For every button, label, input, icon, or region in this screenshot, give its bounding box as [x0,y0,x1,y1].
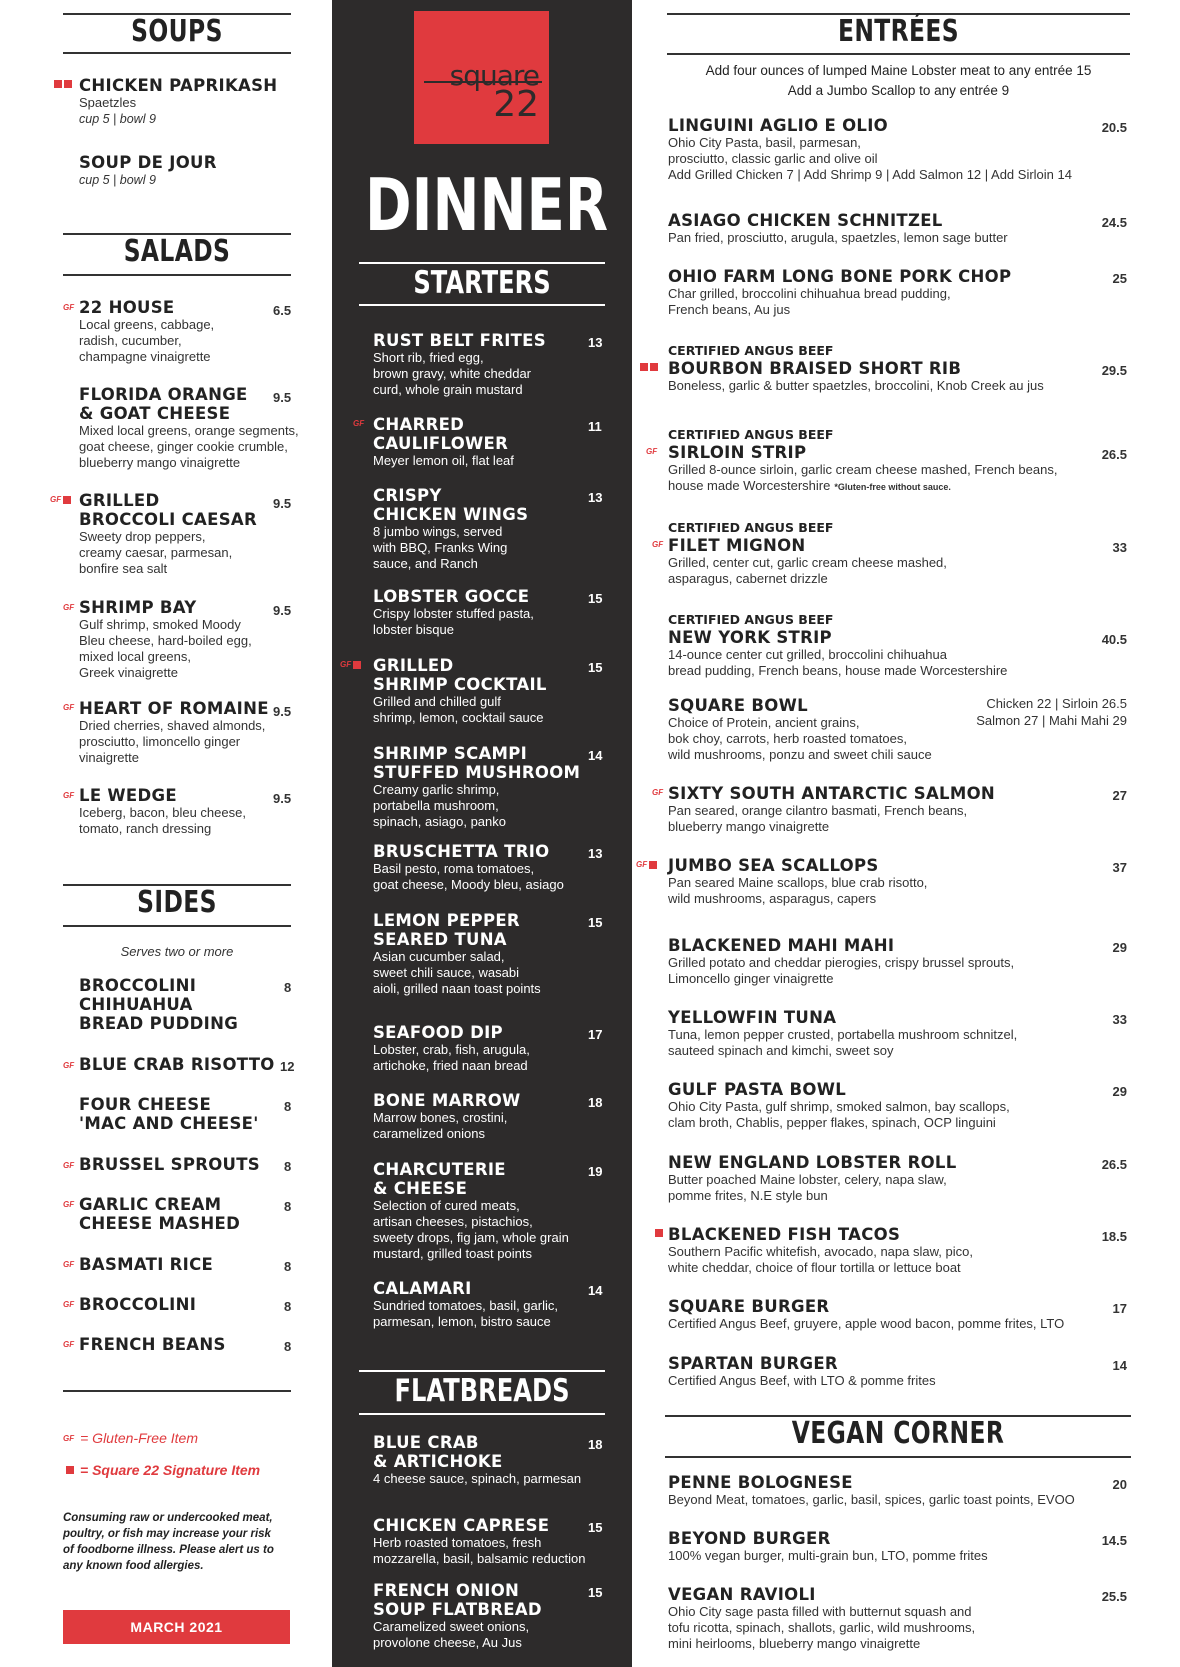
gluten-free-marker [652,788,663,797]
item-category: CERTIFIED ANGUS BEEF [668,520,834,535]
price: 17 [588,1027,603,1042]
gluten-free-marker [652,540,663,549]
item-description [668,478,1057,495]
item-description: Southern Pacific whitefish, avocado, napa slaw, pico, [668,1244,973,1259]
flatbread-item [373,1581,542,1651]
price: 25 [1112,271,1127,286]
item-name: FILET MIGNON [668,536,806,555]
menu-item: LE WEDGE Iceberg, bacon, bleu cheese, tomato, ranch dressing [79,786,246,836]
item-name: SHRIMP SCAMPI [373,744,528,763]
gluten-free-marker: GF [63,1061,75,1070]
item-name: LEMON PEPPER [373,911,520,930]
divider [63,274,291,276]
item-description: 14-ounce center cut grilled, broccolini chihuahua [668,647,947,662]
item-description: shrimp, lemon, cocktail sauce [373,710,544,725]
flatbread-item [373,1433,581,1487]
item-description: Certified Angus Beef, with LTO & pomme frites [668,1373,936,1388]
item-name: VEGAN RAVIOLI [668,1585,816,1604]
price: 18 [588,1437,603,1452]
item-name: SPARTAN BURGER [668,1354,838,1373]
starter-item [373,1160,569,1262]
allergy-warning: Consuming raw or undercooked meat, poultry, or fish may increase your risk of foodborne illness. Please alert us to any known food allergies. [63,1512,274,1572]
item-description: Grilled and chilled gulf [373,694,501,709]
price: 18.5 [1101,1229,1127,1244]
divider [63,52,291,54]
item-description: Ohio City Pasta, basil, parmesan, [668,135,861,150]
gluten-free-marker: GF [63,1200,75,1209]
item-description: artichoke, fried naan bread [373,1058,528,1073]
menu-item: BROCCOLINI [79,1295,197,1314]
item-name: BRUSCHETTA TRIO [373,842,550,861]
item-name: CHARRED [373,415,465,434]
item-name: SIXTY SOUTH ANTARCTIC SALMON [668,784,996,803]
legend-signature: = Square 22 Signature Item [66,1462,260,1478]
item-description: Crispy lobster stuffed pasta, [373,606,534,621]
menu-item: SHRIMP BAY Gulf shrimp, smoked Moody Bleu cheese, hard-boiled egg, mixed local greens, Greek vinaigrette [79,598,252,680]
price: 9.5 [273,791,292,806]
starter-item [373,656,547,726]
menu-item: BROCCOLINI CHIHUAHUA BREAD PUDDING [79,976,239,1033]
item-description: Ohio City sage pasta filled with butternut squash and [668,1604,972,1619]
price: 19 [588,1164,603,1179]
menu-item: GRILLED BROCCOLI CAESAR Sweety drop peppers, creamy caesar, parmesan, bonfire sea salt [79,491,257,576]
item-description: prosciutto, classic garlic and olive oil [668,151,878,166]
item-name: JUMBO SEA SCALLOPS [668,856,879,875]
item-description: Choice of Protein, ancient grains, [668,715,860,730]
signature-square [650,363,658,371]
price: 14 [1112,1358,1127,1373]
item-name: GRILLED [373,656,454,675]
price: 9.5 [273,390,292,405]
price: 14 [588,748,603,763]
price: 8 [284,1199,292,1214]
entree-item [668,343,1044,394]
menu-item: 22 HOUSE Local greens, cabbage, radish, cucumber, champagne vinaigrette [79,298,215,364]
item-name: LOBSTER GOCCE [373,587,530,606]
starter-item [373,1279,558,1330]
price: 15 [588,1520,603,1535]
item-description: Ohio City Pasta, gulf shrimp, smoked salmon, bay scallops, [668,1099,1010,1114]
item-description: Creamy garlic shrimp, [373,782,500,797]
price: 37 [1112,860,1127,875]
gluten-free-signature-marker [340,660,361,669]
item-name: LINGUINI AGLIO E OLIO [668,116,888,135]
price: 29 [1112,940,1127,955]
gluten-free-marker: GF [63,1161,75,1170]
item-description: clam broth, Chablis, pepper flakes, spinach, OCP linguini [668,1115,996,1130]
item-name: FRENCH ONION [373,1581,520,1600]
item-name: BEYOND BURGER [668,1529,831,1548]
entree-item [668,520,947,587]
entree-item [668,1225,973,1276]
signature-marker [54,80,72,88]
menu-item: SOUP DE JOUR cup 5 | bowl 9 [79,153,217,187]
price: 20.5 [1101,120,1127,135]
gluten-free-marker [646,447,657,456]
menu-item: BLUE CRAB RISOTTO [79,1055,275,1074]
entree-item [668,784,995,835]
section-title-vegan: VEGAN CORNER [791,1416,1005,1451]
item-description: pomme frites, N.E style bun [668,1188,828,1203]
item-name: SOUP FLATBREAD [373,1600,542,1619]
item-description: French beans, Au jus [668,302,791,317]
item-description: caramelized onions [373,1126,486,1141]
vegan-item [668,1473,1075,1508]
starter-item [373,587,534,638]
entree-item [668,211,1008,246]
item-name: NEW YORK STRIP [668,628,832,647]
item-description: sweet chili sauce, wasabi [373,965,519,980]
price: 12 [280,1059,295,1074]
item-description: Grilled potato and cheddar pierogies, crispy brussel sprouts, [668,955,1015,970]
item-description: Certified Angus Beef, gruyere, apple wood bacon, pomme frites, LTO [668,1316,1065,1331]
menu-item: BRUSSEL SPROUTS [79,1155,260,1174]
item-description: brown gravy, white cheddar [373,366,532,381]
item-description: Asian cucumber salad, [373,949,505,964]
item-description: sauteed spinach and kimchi, sweet soy [668,1043,894,1058]
starter-item [373,744,580,830]
item-description: tofu ricotta, spinach, shallots, garlic, wild mushrooms, [668,1620,976,1635]
item-name: CHICKEN CAPRESE [373,1516,550,1535]
entree-item [668,1297,1064,1332]
price: 13 [588,846,603,861]
item-name: SHRIMP COCKTAIL [373,675,547,694]
gluten-free-signature-marker: GF [50,495,71,504]
item-description: Butter poached Maine lobster, celery, napa slaw, [668,1172,947,1187]
item-name: OHIO FARM LONG BONE PORK CHOP [668,267,1012,286]
price: 8 [284,980,292,995]
dinner-title: DINNER [365,163,609,247]
item-description: Char grilled, broccolini chihuahua bread pudding, [668,286,951,301]
divider [667,53,1130,55]
item-description: mozzarella, basil, balsamic reduction [373,1551,586,1566]
item-description: mustard, grilled toast points [373,1246,532,1261]
item-name: & ARTICHOKE [373,1452,503,1471]
price: 17 [1112,1301,1127,1316]
item-name: RUST BELT FRITES [373,331,546,350]
item-name: SQUARE BOWL [668,696,808,715]
starter-item [373,486,528,572]
item-description: Tuna, lemon pepper crusted, portabella mushroom schnitzel, [668,1027,1018,1042]
item-description: Grilled, center cut, garlic cream cheese mashed, [668,555,947,570]
divider [359,304,605,306]
gluten-free-marker: GF [63,1300,75,1309]
menu-date: MARCH 2021 [63,1610,290,1644]
item-description: 4 cheese sauce, spinach, parmesan [373,1471,582,1486]
item-description: bread pudding, French beans, house made Worcestershire [668,663,1008,678]
sides-note: Serves two or more [120,944,234,959]
item-name: BLUE CRAB [373,1433,479,1452]
item-description: lobster bisque [373,622,454,637]
item-note: *Gluten-free without sauce. [834,482,951,492]
item-description: Pan seared Maine scallops, blue crab risotto, [668,875,928,890]
item-description: spinach, asiago, panko [373,814,506,829]
item-description: Selection of cured meats, [373,1198,520,1213]
price: 6.5 [273,303,292,318]
item-name: SEAFOOD DIP [373,1023,503,1042]
item-name: BLACKENED MAHI MAHI [668,936,895,955]
gluten-free-marker: GF [63,791,75,800]
signature-square [655,1229,663,1237]
price: 25.5 [1101,1589,1127,1604]
item-description: Meyer lemon oil, flat leaf [373,453,514,468]
menu-item: FOUR CHEESE 'MAC AND CHEESE' [79,1095,259,1133]
price: 24.5 [1101,215,1127,230]
item-description: Grilled 8-ounce sirloin, garlic cream cheese mashed, French beans, [668,462,1058,477]
item-name: GULF PASTA BOWL [668,1080,847,1099]
item-name: NEW ENGLAND LOBSTER ROLL [668,1153,957,1172]
item-description: Add Grilled Chicken 7 | Add Shrimp 9 | Add Salmon 12 | Add Sirloin 14 [668,167,1072,182]
item-description: sweety drops, fig jam, whole grain [373,1230,569,1245]
item-description: Lobster, crab, fish, arugula, [373,1042,530,1057]
signature-square [649,861,657,869]
item-description-text: house made Worcestershire [668,478,831,493]
item-description: Sundried tomatoes, basil, garlic, [373,1298,558,1313]
item-description: mini heirlooms, blueberry mango vinaigrette [668,1636,921,1651]
item-description: parmesan, lemon, bistro sauce [373,1314,551,1329]
item-name: BLACKENED FISH TACOS [668,1225,901,1244]
item-name: CHICKEN WINGS [373,505,529,524]
section-title-soups: SOUPS [131,14,223,49]
gf-label: GF [636,860,648,869]
gluten-free-signature-marker [636,860,657,869]
item-name: & CHEESE [373,1179,468,1198]
section-title-entrees: ENTRÉES [837,14,960,49]
item-description: Pan seared, orange cilantro basmati, French beans, [668,803,968,818]
entree-item [668,612,1007,679]
item-description: wild mushrooms, asparagus, capers [668,891,877,906]
starter-item [373,1023,530,1074]
divider [63,925,291,927]
item-name: SQUARE BURGER [668,1297,830,1316]
item-description: blueberry mango vinaigrette [668,819,830,834]
gf-label: GF [652,540,664,549]
entree-item [668,936,1014,987]
item-name: BONE MARROW [373,1091,521,1110]
item-description: Pan fried, prosciutto, arugula, spaetzles, lemon sage butter [668,230,1008,245]
divider [359,1413,605,1415]
price: 13 [588,490,603,505]
gf-label: GF [353,419,365,428]
item-name: STUFFED MUSHROOM [373,763,581,782]
divider [63,1390,291,1392]
price: 26.5 [1101,447,1127,462]
gluten-free-marker: GF [63,303,75,312]
price: 20 [1112,1477,1127,1492]
item-name: CAULIFLOWER [373,434,509,453]
price: 27 [1112,788,1127,803]
item-description: sauce, and Ranch [373,556,478,571]
item-description: Basil pesto, roma tomatoes, [373,861,535,876]
item-description: Beyond Meat, tomatoes, garlic, basil, spices, garlic toast points, EVOO [668,1492,1075,1507]
menu-item: FRENCH BEANS [79,1335,226,1354]
menu-item: GARLIC CREAM CHEESE MASHED [79,1195,241,1233]
entree-item [668,1008,1017,1059]
price: 9.5 [273,704,292,719]
price: 26.5 [1101,1157,1127,1172]
gf-label: GF [340,660,352,669]
menu-item: HEART OF ROMAINE Dried cherries, shaved almonds, prosciutto, limoncello ginger vinaigrette [79,699,269,765]
item-description: 100% vegan burger, multi-grain bun, LTO, pomme frites [668,1548,988,1563]
gluten-free-marker: GF [63,703,75,712]
starter-item [373,911,541,997]
vegan-item [668,1529,988,1564]
entree-item [668,856,927,907]
gluten-free-marker: GF [63,1260,75,1269]
item-description: white cheddar, choice of flour tortilla or lettuce boat [668,1260,961,1275]
item-description: aioli, grilled naan toast points [373,981,541,996]
menu-item: FLORIDA ORANGE & GOAT CHEESE Mixed local greens, orange segments, goat cheese, ginger cookie crumble, blueberry mango vinaigrette [79,385,299,470]
item-category: CERTIFIED ANGUS BEEF [668,427,834,442]
price: 33 [1112,540,1127,555]
price: 15 [588,591,603,606]
item-name: YELLOWFIN TUNA [668,1008,837,1027]
item-name: SEARED TUNA [373,930,507,949]
item-description: Boneless, garlic & butter spaetzles, broccolini, Knob Creek au jus [668,378,1044,393]
section-title-sides: SIDES [137,885,217,920]
divider [665,1456,1131,1458]
price: 9.5 [273,496,292,511]
item-category: CERTIFIED ANGUS BEEF [668,343,834,358]
item-description: portabella mushroom, [373,798,499,813]
entree-item [668,116,1072,183]
item-category: CERTIFIED ANGUS BEEF [668,612,834,627]
item-description: 8 jumbo wings, served [373,524,503,539]
flatbread-item [373,1516,585,1567]
item-name: CRISPY [373,486,442,505]
item-description: Caramelized sweet onions, [373,1619,530,1634]
item-name: PENNE BOLOGNESE [668,1473,853,1492]
gluten-free-marker: GF [63,603,75,612]
item-description: asparagus, cabernet drizzle [668,571,828,586]
price: 13 [588,335,603,350]
menu-item: CHICKEN PAPRIKASH Spaetzles cup 5 | bowl 9 [79,76,278,126]
gluten-free-marker: GF [63,1340,75,1349]
starter-item [373,842,564,893]
item-name: ASIAGO CHICKEN SCHNITZEL [668,211,943,230]
entree-item [668,427,1057,495]
logo: square 22 [414,11,549,144]
price: 8 [284,1259,292,1274]
menu-item: BASMATI RICE [79,1255,214,1274]
item-description: with BBQ, Franks Wing [373,540,508,555]
item-description: wild mushrooms, ponzu and sweet chili sauce [668,747,932,762]
entree-item [668,1354,936,1389]
price: 14.5 [1101,1533,1127,1548]
entree-item [668,1080,1010,1131]
item-name: CHARCUTERIE [373,1160,506,1179]
price: 14 [588,1283,603,1298]
item-description: provolone cheese, Au Jus [373,1635,522,1650]
item-description: artisan cheeses, pistachios, [373,1214,533,1229]
signature-square [640,363,648,371]
legend-gluten-free: GF = Gluten-Free Item [63,1430,198,1446]
price: 8 [284,1099,292,1114]
price: 18 [588,1095,603,1110]
item-description: Limoncello ginger vinaigrette [668,971,834,986]
price: 29 [1112,1084,1127,1099]
section-title-starters: STARTERS [413,265,551,301]
price: 8 [284,1339,292,1354]
price: 40.5 [1101,632,1127,647]
price: 15 [588,1585,603,1600]
signature-marker [640,363,658,371]
price: 33 [1112,1012,1127,1027]
price: 15 [588,915,603,930]
entree-item [668,1153,957,1204]
item-description: Short rib, fried egg, [373,350,484,365]
price: 8 [284,1159,292,1174]
item-description: curd, whole grain mustard [373,382,523,397]
item-description: Marrow bones, crostini, [373,1110,508,1125]
price: 11 [588,419,602,434]
entree-item [668,696,932,763]
price: 29.5 [1101,363,1127,378]
starter-item [373,415,514,469]
item-description: Herb roasted tomatoes, fresh [373,1535,542,1550]
item-name: BOURBON BRAISED SHORT RIB [668,359,962,378]
starter-item [373,1091,521,1142]
entree-addons: Add four ounces of lumped Maine Lobster meat to any entrée 15 Add a Jumbo Scallop to any entrée 9 [705,63,1092,98]
starters-panel [332,0,632,1667]
signature-marker [655,1229,663,1237]
entree-item [668,267,1011,318]
item-name: CALAMARI [373,1279,472,1298]
price-options: Chicken 22 | Sirloin 26.5 [986,696,1127,711]
item-name: SIRLOIN STRIP [668,443,807,462]
gf-label: GF [652,788,664,797]
vegan-item [668,1585,975,1652]
starter-item [373,331,546,398]
item-description: bok choy, carrots, herb roasted tomatoes, [668,731,907,746]
price-options: Salmon 27 | Mahi Mahi 29 [976,713,1127,728]
gluten-free-marker [353,419,364,428]
item-description: goat cheese, Moody bleu, asiago [373,877,564,892]
price: 9.5 [273,603,292,618]
price: 8 [284,1299,292,1314]
section-title-salads: SALADS [123,234,231,269]
signature-square [353,661,361,669]
section-title-flatbreads: FLATBREADS [394,1373,570,1409]
gf-label: GF [646,447,658,456]
price: 15 [588,660,603,675]
